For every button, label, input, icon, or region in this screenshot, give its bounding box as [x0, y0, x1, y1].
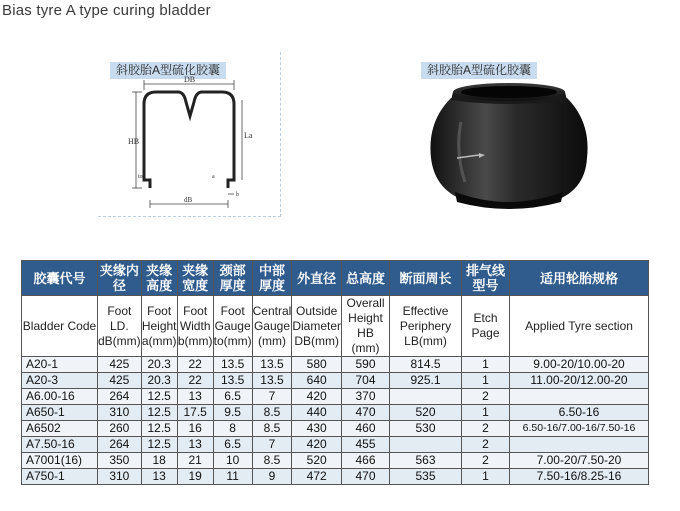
- bladder-photo: [399, 52, 621, 218]
- table-row: [22, 453, 649, 469]
- table-cell: 2: [462, 453, 510, 469]
- table-cell: 460: [342, 421, 390, 437]
- table-cell: 13.5: [213, 373, 252, 389]
- table-cell: 13.5: [252, 373, 292, 389]
- table-cell: 21: [177, 453, 213, 469]
- table-row: [22, 405, 649, 421]
- table-cell: 6.5: [213, 389, 252, 405]
- table-cell: [510, 389, 649, 405]
- col-header-cn: 夹缘宽度: [177, 261, 213, 296]
- table-cell: 11.00-20/12.00-20: [510, 373, 649, 389]
- table-cell: 310: [98, 405, 142, 421]
- col-header-en: Etch Page: [462, 296, 510, 357]
- table-cell: 22: [177, 357, 213, 373]
- table-cell: 264: [98, 437, 142, 453]
- table-cell: 420: [292, 437, 342, 453]
- table-cell: 8.5: [252, 453, 292, 469]
- table-cell: 814.5: [390, 357, 462, 373]
- col-header-cn: 夹缘高度: [141, 261, 177, 296]
- table-cell: 6.5: [213, 437, 252, 453]
- table-cell: 466: [342, 453, 390, 469]
- dim-b: b: [236, 192, 239, 198]
- bladder-section-diagram: [98, 52, 282, 218]
- col-header-en: Outside Diameter DB(mm): [292, 296, 342, 357]
- col-header-en: Central Gauge (mm): [252, 296, 292, 357]
- table-body: [22, 357, 649, 485]
- table-row: [22, 389, 649, 405]
- bladder-code-cell: A20-1: [22, 357, 98, 373]
- col-header-cn: 胶囊代号: [22, 261, 98, 296]
- table-cell: 590: [342, 357, 390, 373]
- table-cell: [510, 437, 649, 453]
- table-cell: 10: [213, 453, 252, 469]
- table-cell: 420: [292, 389, 342, 405]
- table-cell: 12.5: [141, 389, 177, 405]
- table-cell: 7: [252, 389, 292, 405]
- table-cell: [390, 389, 462, 405]
- table-cell: 12.5: [141, 405, 177, 421]
- table-cell: 20.3: [141, 373, 177, 389]
- table-cell: 530: [390, 421, 462, 437]
- col-header-cn: 夹缘内径: [98, 261, 142, 296]
- col-header-en: Foot Gauge to(mm): [213, 296, 252, 357]
- table-cell: 370: [342, 389, 390, 405]
- bladder-spec-table: [21, 260, 649, 485]
- col-header-cn: 总高度: [342, 261, 390, 296]
- table-cell: 535: [390, 469, 462, 485]
- col-header-cn: 排气线型号: [462, 261, 510, 296]
- table-cell: 580: [292, 357, 342, 373]
- col-header-en: Overall Height HB (mm): [342, 296, 390, 357]
- table-cell: 19: [177, 469, 213, 485]
- col-header-cn: 中部厚度: [252, 261, 292, 296]
- table-row: [22, 373, 649, 389]
- table-cell: 264: [98, 389, 142, 405]
- dim-a: a: [212, 174, 215, 180]
- table-cell: 7.50-16/8.25-16: [510, 469, 649, 485]
- table-cell: 13: [177, 389, 213, 405]
- col-header-en: Foot LD. dB(mm): [98, 296, 142, 357]
- page-title: Bias tyre A type curing bladder: [2, 2, 211, 19]
- table-cell: 2: [462, 421, 510, 437]
- table-cell: 520: [292, 453, 342, 469]
- table-cell: 704: [342, 373, 390, 389]
- dim-db-bottom: dB: [184, 196, 193, 204]
- col-header-cn: 外直径: [292, 261, 342, 296]
- table-cell: 9: [252, 469, 292, 485]
- table-cell: 472: [292, 469, 342, 485]
- table-cell: 7: [252, 437, 292, 453]
- table-cell: 520: [390, 405, 462, 421]
- table-cell: 260: [98, 421, 142, 437]
- table-cell: 22: [177, 373, 213, 389]
- bladder-code-cell: A6.00-16: [22, 389, 98, 405]
- table-cell: 8: [213, 421, 252, 437]
- table-cell: 11: [213, 469, 252, 485]
- table-row: [22, 469, 649, 485]
- table-cell: 2: [462, 389, 510, 405]
- bladder-code-cell: A7.50-16: [22, 437, 98, 453]
- table-cell: 12.5: [141, 421, 177, 437]
- col-header-en: Effective Periphery LB(mm): [390, 296, 462, 357]
- table-cell: 470: [342, 469, 390, 485]
- table-cell: 563: [390, 453, 462, 469]
- dim-db-top: DB: [184, 75, 196, 84]
- table-cell: 13.5: [252, 357, 292, 373]
- table-cell: 1: [462, 357, 510, 373]
- table-cell: 2: [462, 437, 510, 453]
- table-cell: 7.00-20/7.50-20: [510, 453, 649, 469]
- dim-la: La: [244, 131, 253, 140]
- table-cell: 310: [98, 469, 142, 485]
- table-cell: 13: [177, 437, 213, 453]
- table-header-en: [22, 296, 649, 357]
- bladder-code-cell: A650-1: [22, 405, 98, 421]
- table-cell: 470: [342, 405, 390, 421]
- table-cell: 13: [141, 469, 177, 485]
- table-cell: 6.50-16: [510, 405, 649, 421]
- col-header-cn: 颈部厚度: [213, 261, 252, 296]
- table-cell: 17.5: [177, 405, 213, 421]
- bladder-code-cell: A6502: [22, 421, 98, 437]
- dim-hb: HB: [128, 137, 140, 146]
- photo-caption: 斜胶胎A型硫化胶囊: [421, 62, 537, 79]
- table-cell: 640: [292, 373, 342, 389]
- col-header-en: Bladder Code: [22, 296, 98, 357]
- table-cell: 455: [342, 437, 390, 453]
- col-header-cn: 断面周长: [390, 261, 462, 296]
- table-cell: [390, 437, 462, 453]
- table-row: [22, 421, 649, 437]
- table-header-cn: [22, 261, 649, 296]
- col-header-en: Foot Height a(mm): [141, 296, 177, 357]
- table-cell: 425: [98, 373, 142, 389]
- photo-panel: [399, 52, 621, 218]
- col-header-cn: 适用轮胎规格: [510, 261, 649, 296]
- table-cell: 13.5: [213, 357, 252, 373]
- table-cell: 1: [462, 405, 510, 421]
- table-cell: 16: [177, 421, 213, 437]
- table-cell: 8.5: [252, 405, 292, 421]
- table-cell: 425: [98, 357, 142, 373]
- table-row: [22, 437, 649, 453]
- bladder-code-cell: A7001(16): [22, 453, 98, 469]
- table-cell: 12.5: [141, 437, 177, 453]
- table-cell: 1: [462, 373, 510, 389]
- bladder-code-cell: A750-1: [22, 469, 98, 485]
- col-header-en: Applied Tyre section: [510, 296, 649, 357]
- table-row: [22, 357, 649, 373]
- table-cell: 8.5: [252, 421, 292, 437]
- table-cell: 18: [141, 453, 177, 469]
- bladder-code-cell: A20-3: [22, 373, 98, 389]
- col-header-en: Foot Width b(mm): [177, 296, 213, 357]
- table-cell: 9.5: [213, 405, 252, 421]
- table-cell: 350: [98, 453, 142, 469]
- diagram-panel: [98, 52, 282, 218]
- diagram-caption: 斜胶胎A型硫化胶囊: [110, 62, 226, 79]
- table-cell: 1: [462, 469, 510, 485]
- table-cell: 20.3: [141, 357, 177, 373]
- table-cell: 9.00-20/10.00-20: [510, 357, 649, 373]
- dim-to: to: [138, 174, 143, 180]
- table-cell: 6.50-16/7.00-16/7.50-16: [510, 421, 649, 437]
- table-cell: 925.1: [390, 373, 462, 389]
- table-cell: 440: [292, 405, 342, 421]
- table-cell: 430: [292, 421, 342, 437]
